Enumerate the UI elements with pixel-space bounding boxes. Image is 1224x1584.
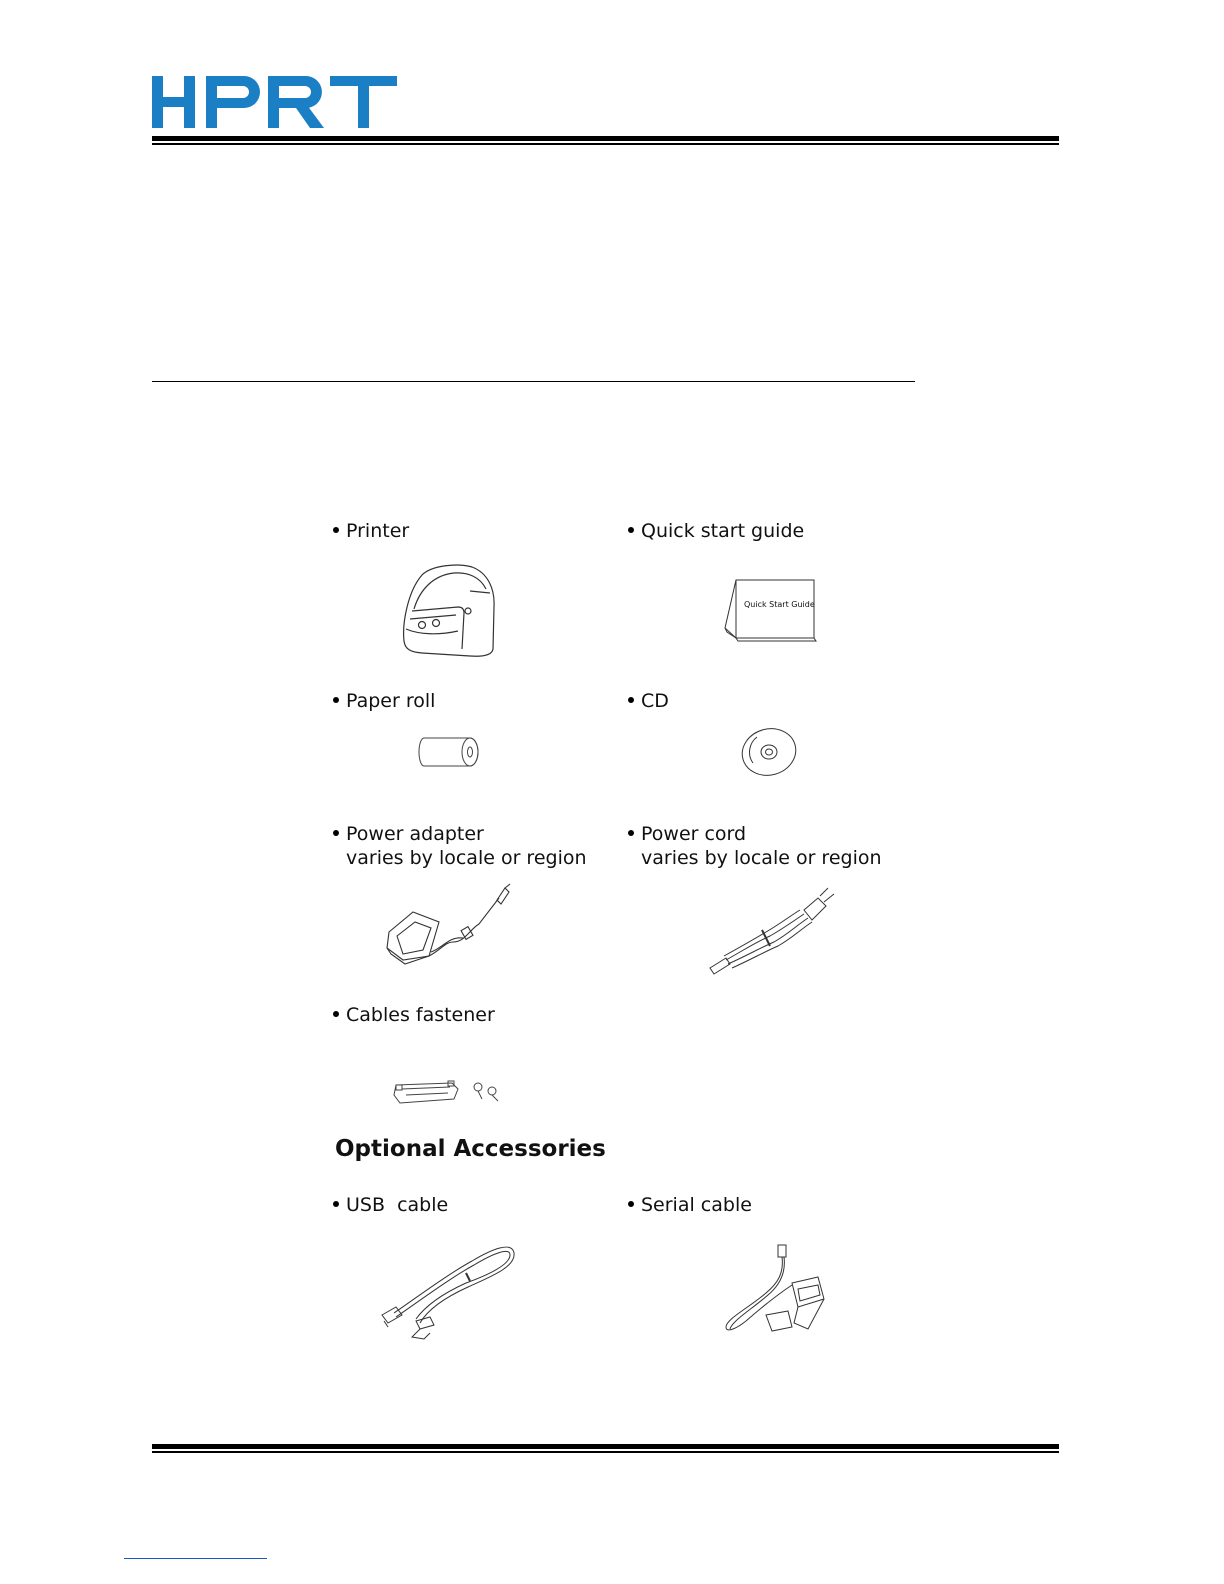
bullet-icon: [628, 527, 634, 533]
footer-link-underline: [124, 1558, 267, 1559]
power-cord-icon: [704, 886, 836, 978]
item-serial-cable: [628, 1193, 752, 1217]
paper-roll-icon: [418, 737, 480, 767]
item-sublabel: varies by locale or region: [346, 847, 587, 869]
item-usb-cable: [333, 1193, 448, 1217]
item-power-cord: [628, 822, 882, 870]
item-label: Quick start guide: [641, 520, 805, 542]
item-label: Printer: [346, 520, 410, 542]
header-rule-thin: [152, 143, 1059, 145]
bullet-icon: [333, 1011, 339, 1017]
header-rule-thick: [152, 136, 1059, 141]
printer-icon: [400, 563, 498, 657]
section-divider: [152, 381, 915, 382]
cd-icon: [741, 727, 799, 777]
item-label: USB cable: [346, 1194, 449, 1216]
hprt-logo: [152, 76, 398, 130]
footer-rule-thin: [152, 1451, 1059, 1453]
optional-accessories-title: Optional Accessories: [335, 1136, 606, 1162]
footer-rule-thick: [152, 1444, 1059, 1449]
serial-cable-icon: [722, 1243, 826, 1335]
bullet-icon: [333, 830, 339, 836]
quick-start-guide-icon: [722, 578, 817, 642]
item-printer: [333, 519, 409, 543]
item-quick-start-guide: [628, 519, 804, 543]
item-label: Serial cable: [641, 1194, 752, 1216]
item-power-adapter: [333, 822, 587, 870]
bullet-icon: [628, 830, 634, 836]
item-label: CD: [641, 690, 669, 712]
item-cables-fastener: [333, 1003, 495, 1027]
item-label: Power adapter: [346, 823, 484, 845]
item-sublabel: varies by locale or region: [641, 847, 882, 869]
power-adapter-icon: [383, 884, 513, 966]
bullet-icon: [628, 697, 634, 703]
item-paper-roll: [333, 689, 435, 713]
bullet-icon: [628, 1201, 634, 1207]
item-cd: [628, 689, 669, 713]
item-label: Paper roll: [346, 690, 436, 712]
bullet-icon: [333, 697, 339, 703]
item-label: Cables fastener: [346, 1004, 495, 1026]
item-label: Power cord: [641, 823, 747, 845]
bullet-icon: [333, 527, 339, 533]
bullet-icon: [333, 1201, 339, 1207]
usb-cable-icon: [380, 1243, 518, 1339]
guide-cover-text: Quick Start Guide: [744, 600, 815, 609]
cable-fastener-icon: [392, 1077, 504, 1107]
